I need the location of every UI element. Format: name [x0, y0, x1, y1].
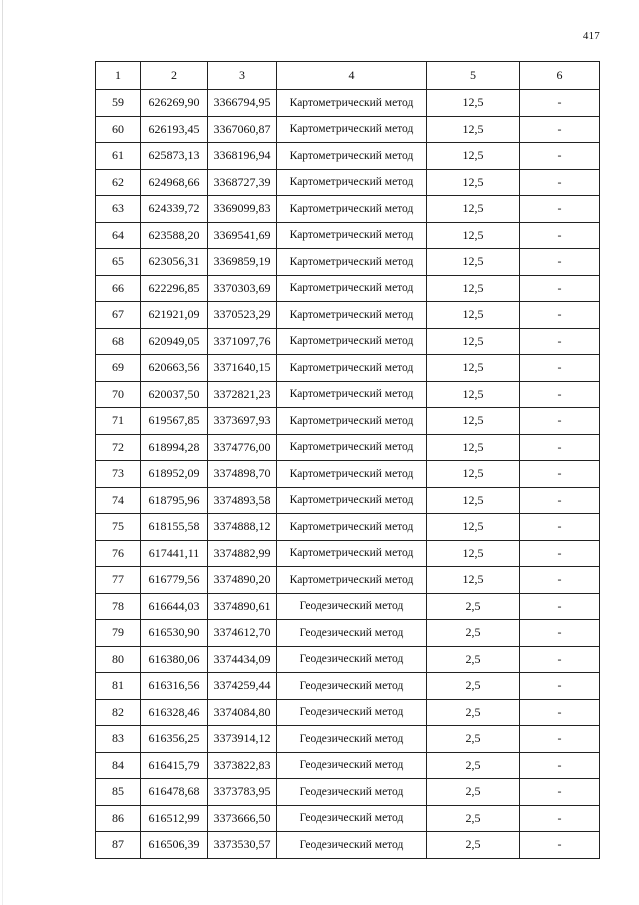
method-cell: Картометрический метод: [277, 169, 427, 196]
note-cell: -: [520, 461, 600, 488]
x-coordinate-cell: 618952,09: [141, 461, 208, 488]
x-coordinate-cell: 616779,56: [141, 567, 208, 594]
accuracy-cell: 12,5: [427, 302, 520, 329]
y-coordinate-cell: 3367060,87: [208, 116, 277, 143]
point-number-cell: 72: [96, 434, 141, 461]
accuracy-cell: 2,5: [427, 726, 520, 753]
method-cell: Картометрический метод: [277, 275, 427, 302]
table-row: [96, 355, 600, 382]
table-row: [96, 408, 600, 435]
y-coordinate-cell: 3374084,80: [208, 699, 277, 726]
table-row: [96, 275, 600, 302]
table-row: [96, 673, 600, 700]
x-coordinate-cell: 623588,20: [141, 222, 208, 249]
point-number-cell: 59: [96, 90, 141, 117]
method-cell: Геодезический метод: [277, 699, 427, 726]
y-coordinate-cell: 3373822,83: [208, 752, 277, 779]
y-coordinate-cell: 3374890,61: [208, 593, 277, 620]
y-coordinate-cell: 3370303,69: [208, 275, 277, 302]
accuracy-cell: 12,5: [427, 461, 520, 488]
scan-edge-line: [2, 0, 3, 905]
x-coordinate-cell: 616316,56: [141, 673, 208, 700]
x-coordinate-cell: 618155,58: [141, 514, 208, 541]
column-header: 4: [277, 62, 427, 90]
point-number-cell: 75: [96, 514, 141, 541]
method-cell: Картометрический метод: [277, 328, 427, 355]
accuracy-cell: 12,5: [427, 434, 520, 461]
table-row: [96, 143, 600, 170]
accuracy-cell: 12,5: [427, 328, 520, 355]
note-cell: -: [520, 355, 600, 382]
x-coordinate-cell: 626193,45: [141, 116, 208, 143]
method-cell: Картометрический метод: [277, 302, 427, 329]
method-cell: Картометрический метод: [277, 514, 427, 541]
y-coordinate-cell: 3374890,20: [208, 567, 277, 594]
point-number-cell: 61: [96, 143, 141, 170]
note-cell: -: [520, 673, 600, 700]
table-row: [96, 620, 600, 647]
accuracy-cell: 12,5: [427, 540, 520, 567]
method-cell: Геодезический метод: [277, 779, 427, 806]
y-coordinate-cell: 3368196,94: [208, 143, 277, 170]
method-cell: Картометрический метод: [277, 381, 427, 408]
table-row: [96, 567, 600, 594]
accuracy-cell: 2,5: [427, 646, 520, 673]
x-coordinate-cell: 616415,79: [141, 752, 208, 779]
point-number-cell: 64: [96, 222, 141, 249]
x-coordinate-cell: 617441,11: [141, 540, 208, 567]
note-cell: -: [520, 487, 600, 514]
y-coordinate-cell: 3373697,93: [208, 408, 277, 435]
table-row: [96, 487, 600, 514]
method-cell: Геодезический метод: [277, 805, 427, 832]
note-cell: -: [520, 434, 600, 461]
column-header: 2: [141, 62, 208, 90]
y-coordinate-cell: 3373666,50: [208, 805, 277, 832]
point-number-cell: 73: [96, 461, 141, 488]
method-cell: Картометрический метод: [277, 567, 427, 594]
column-header: 5: [427, 62, 520, 90]
column-header: 1: [96, 62, 141, 90]
table-row: [96, 593, 600, 620]
point-number-cell: 82: [96, 699, 141, 726]
x-coordinate-cell: 624968,66: [141, 169, 208, 196]
point-number-cell: 76: [96, 540, 141, 567]
point-number-cell: 79: [96, 620, 141, 647]
note-cell: -: [520, 726, 600, 753]
point-number-cell: 60: [96, 116, 141, 143]
table-row: [96, 832, 600, 859]
accuracy-cell: 12,5: [427, 514, 520, 541]
table-row: [96, 726, 600, 753]
point-number-cell: 63: [96, 196, 141, 223]
column-header: 3: [208, 62, 277, 90]
point-number-cell: 65: [96, 249, 141, 276]
note-cell: -: [520, 646, 600, 673]
accuracy-cell: 12,5: [427, 196, 520, 223]
table-row: [96, 328, 600, 355]
accuracy-cell: 12,5: [427, 143, 520, 170]
note-cell: -: [520, 196, 600, 223]
y-coordinate-cell: 3371097,76: [208, 328, 277, 355]
method-cell: Картометрический метод: [277, 487, 427, 514]
page-number: 417: [582, 30, 600, 42]
accuracy-cell: 12,5: [427, 275, 520, 302]
y-coordinate-cell: 3369099,83: [208, 196, 277, 223]
x-coordinate-cell: 626269,90: [141, 90, 208, 117]
method-cell: Геодезический метод: [277, 832, 427, 859]
table-row: [96, 169, 600, 196]
x-coordinate-cell: 620663,56: [141, 355, 208, 382]
point-number-cell: 69: [96, 355, 141, 382]
y-coordinate-cell: 3366794,95: [208, 90, 277, 117]
table-row: [96, 249, 600, 276]
point-number-cell: 87: [96, 832, 141, 859]
x-coordinate-cell: 623056,31: [141, 249, 208, 276]
accuracy-cell: 2,5: [427, 805, 520, 832]
y-coordinate-cell: 3374776,00: [208, 434, 277, 461]
note-cell: -: [520, 116, 600, 143]
accuracy-cell: 12,5: [427, 487, 520, 514]
method-cell: Картометрический метод: [277, 408, 427, 435]
point-number-cell: 84: [96, 752, 141, 779]
x-coordinate-cell: 619567,85: [141, 408, 208, 435]
note-cell: -: [520, 381, 600, 408]
method-cell: Картометрический метод: [277, 249, 427, 276]
table-row: [96, 381, 600, 408]
point-number-cell: 80: [96, 646, 141, 673]
table-row: [96, 302, 600, 329]
method-cell: Картометрический метод: [277, 461, 427, 488]
note-cell: -: [520, 169, 600, 196]
y-coordinate-cell: 3372821,23: [208, 381, 277, 408]
point-number-cell: 86: [96, 805, 141, 832]
x-coordinate-cell: 616644,03: [141, 593, 208, 620]
point-number-cell: 78: [96, 593, 141, 620]
method-cell: Геодезический метод: [277, 646, 427, 673]
accuracy-cell: 12,5: [427, 169, 520, 196]
method-cell: Картометрический метод: [277, 222, 427, 249]
accuracy-cell: 2,5: [427, 752, 520, 779]
accuracy-cell: 2,5: [427, 699, 520, 726]
accuracy-cell: 12,5: [427, 222, 520, 249]
y-coordinate-cell: 3374893,58: [208, 487, 277, 514]
note-cell: -: [520, 593, 600, 620]
table-row: [96, 90, 600, 117]
method-cell: Геодезический метод: [277, 752, 427, 779]
note-cell: -: [520, 275, 600, 302]
x-coordinate-cell: 618795,96: [141, 487, 208, 514]
point-number-cell: 77: [96, 567, 141, 594]
note-cell: -: [520, 620, 600, 647]
table-row: [96, 514, 600, 541]
coordinates-table: [95, 61, 600, 859]
note-cell: -: [520, 249, 600, 276]
point-number-cell: 81: [96, 673, 141, 700]
accuracy-cell: 12,5: [427, 116, 520, 143]
table-row: [96, 752, 600, 779]
accuracy-cell: 12,5: [427, 408, 520, 435]
table-row: [96, 222, 600, 249]
table-row: [96, 196, 600, 223]
y-coordinate-cell: 3373530,57: [208, 832, 277, 859]
point-number-cell: 67: [96, 302, 141, 329]
point-number-cell: 68: [96, 328, 141, 355]
y-coordinate-cell: 3369859,19: [208, 249, 277, 276]
accuracy-cell: 2,5: [427, 832, 520, 859]
x-coordinate-cell: 616356,25: [141, 726, 208, 753]
method-cell: Геодезический метод: [277, 673, 427, 700]
note-cell: -: [520, 567, 600, 594]
point-number-cell: 83: [96, 726, 141, 753]
accuracy-cell: 12,5: [427, 567, 520, 594]
method-cell: Картометрический метод: [277, 116, 427, 143]
note-cell: -: [520, 90, 600, 117]
accuracy-cell: 2,5: [427, 593, 520, 620]
point-number-cell: 70: [96, 381, 141, 408]
accuracy-cell: 2,5: [427, 673, 520, 700]
note-cell: -: [520, 328, 600, 355]
note-cell: -: [520, 143, 600, 170]
y-coordinate-cell: 3374898,70: [208, 461, 277, 488]
table-row: [96, 434, 600, 461]
note-cell: -: [520, 222, 600, 249]
x-coordinate-cell: 616380,06: [141, 646, 208, 673]
y-coordinate-cell: 3371640,15: [208, 355, 277, 382]
point-number-cell: 71: [96, 408, 141, 435]
point-number-cell: 62: [96, 169, 141, 196]
x-coordinate-cell: 624339,72: [141, 196, 208, 223]
accuracy-cell: 2,5: [427, 779, 520, 806]
note-cell: -: [520, 514, 600, 541]
table-row: [96, 540, 600, 567]
table-row: [96, 646, 600, 673]
method-cell: Картометрический метод: [277, 143, 427, 170]
column-header: 6: [520, 62, 600, 90]
note-cell: -: [520, 408, 600, 435]
method-cell: Картометрический метод: [277, 196, 427, 223]
note-cell: -: [520, 779, 600, 806]
x-coordinate-cell: 616478,68: [141, 779, 208, 806]
table-row: [96, 461, 600, 488]
point-number-cell: 66: [96, 275, 141, 302]
table-row: [96, 779, 600, 806]
accuracy-cell: 12,5: [427, 355, 520, 382]
y-coordinate-cell: 3374882,99: [208, 540, 277, 567]
note-cell: -: [520, 540, 600, 567]
y-coordinate-cell: 3368727,39: [208, 169, 277, 196]
table-row: [96, 116, 600, 143]
x-coordinate-cell: 621921,09: [141, 302, 208, 329]
table-header-row: [96, 62, 600, 90]
method-cell: Картометрический метод: [277, 90, 427, 117]
x-coordinate-cell: 620037,50: [141, 381, 208, 408]
table-row: [96, 699, 600, 726]
y-coordinate-cell: 3373783,95: [208, 779, 277, 806]
y-coordinate-cell: 3373914,12: [208, 726, 277, 753]
accuracy-cell: 12,5: [427, 249, 520, 276]
table-body: [96, 90, 600, 859]
x-coordinate-cell: 616506,39: [141, 832, 208, 859]
note-cell: -: [520, 699, 600, 726]
method-cell: Геодезический метод: [277, 620, 427, 647]
method-cell: Геодезический метод: [277, 726, 427, 753]
method-cell: Картометрический метод: [277, 355, 427, 382]
note-cell: -: [520, 805, 600, 832]
y-coordinate-cell: 3374434,09: [208, 646, 277, 673]
accuracy-cell: 2,5: [427, 620, 520, 647]
x-coordinate-cell: 620949,05: [141, 328, 208, 355]
point-number-cell: 74: [96, 487, 141, 514]
method-cell: Картометрический метод: [277, 540, 427, 567]
point-number-cell: 85: [96, 779, 141, 806]
note-cell: -: [520, 752, 600, 779]
x-coordinate-cell: 618994,28: [141, 434, 208, 461]
y-coordinate-cell: 3374259,44: [208, 673, 277, 700]
y-coordinate-cell: 3374612,70: [208, 620, 277, 647]
note-cell: -: [520, 302, 600, 329]
x-coordinate-cell: 625873,13: [141, 143, 208, 170]
accuracy-cell: 12,5: [427, 90, 520, 117]
method-cell: Геодезический метод: [277, 593, 427, 620]
y-coordinate-cell: 3369541,69: [208, 222, 277, 249]
y-coordinate-cell: 3370523,29: [208, 302, 277, 329]
accuracy-cell: 12,5: [427, 381, 520, 408]
table-row: [96, 805, 600, 832]
x-coordinate-cell: 616512,99: [141, 805, 208, 832]
method-cell: Картометрический метод: [277, 434, 427, 461]
x-coordinate-cell: 622296,85: [141, 275, 208, 302]
x-coordinate-cell: 616328,46: [141, 699, 208, 726]
note-cell: -: [520, 832, 600, 859]
y-coordinate-cell: 3374888,12: [208, 514, 277, 541]
x-coordinate-cell: 616530,90: [141, 620, 208, 647]
